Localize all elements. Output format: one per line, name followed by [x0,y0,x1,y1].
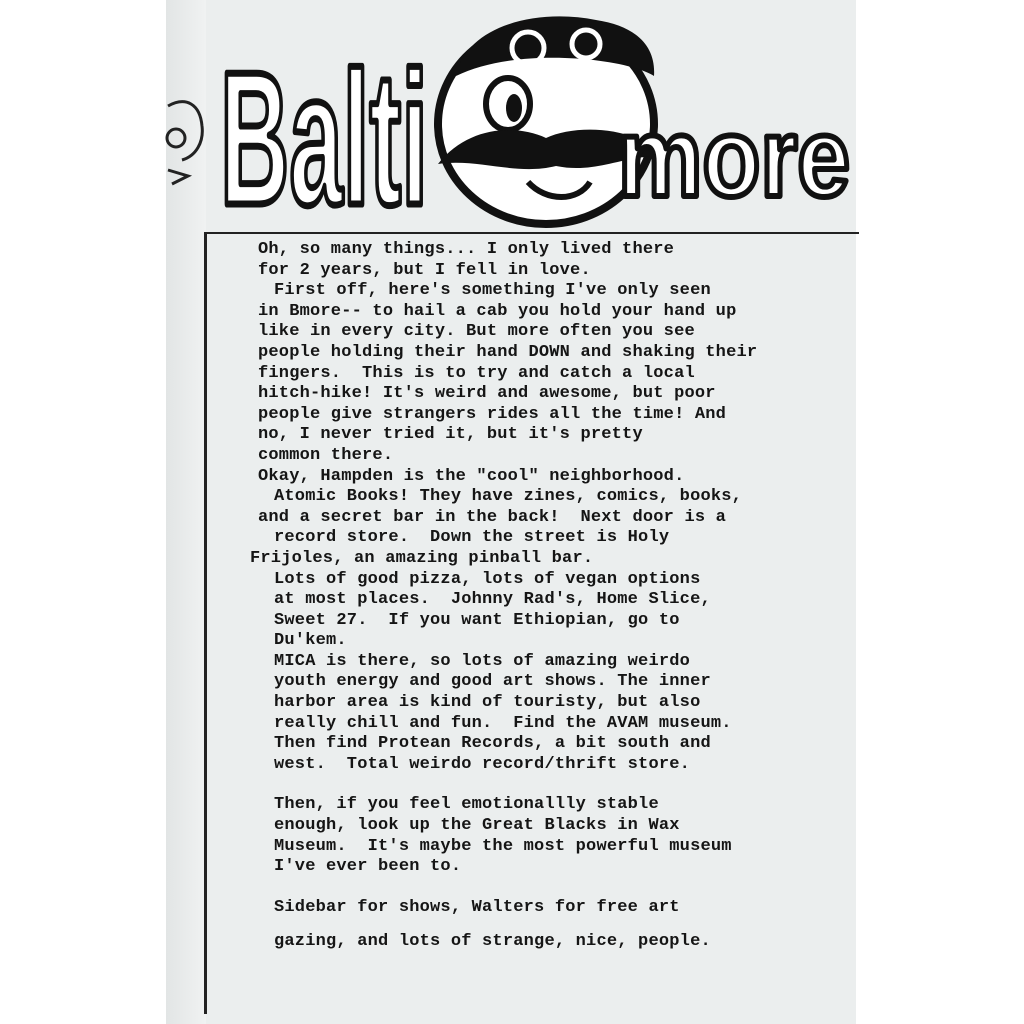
text-line: Okay, Hampden is the "cool" neighborhood. [258,466,685,486]
paragraph-hampden [238,467,838,570]
text-line: people give strangers rides all the time! And [258,404,727,424]
paragraph-hitchhike [238,281,838,466]
text-line: record store. Down the street is Holy [274,528,670,548]
text-line: no, I never tried it, but it's pretty [258,425,643,445]
text-line: Museum. It's maybe the most powerful museum [274,836,732,856]
text-line: at most places. Johnny Rad's, Home Slice, [274,590,711,610]
paragraph-wax-museum [238,795,838,877]
typed-text-body [238,240,838,953]
text-line: Then, if you feel emotionallly stable [274,795,659,815]
text-line: Du'kem. [274,631,347,651]
title-part1: Balti [220,33,428,245]
text-line: I've ever been to. [274,857,462,877]
text-line: Then find Protean Records, a bit south and [274,734,711,754]
text-line: Sweet 27. If you want Ethiopian, go to [274,610,680,630]
text-line: people holding their hand DOWN and shaking their [258,342,758,362]
text-line: Frijoles, an amazing pinball bar. [250,548,594,568]
text-line: enough, look up the Great Blacks in Wax [274,816,680,836]
paragraph-spacer [238,775,838,795]
line-spacer [238,918,838,932]
paragraph-mica [238,652,838,776]
text-line: Atomic Books! They have zines, comics, books, [274,487,743,507]
text-line: hitch-hike! It's weird and awesome, but poor [258,384,716,404]
text-line: Sidebar for shows, Walters for free art [274,897,680,917]
title-part2: more [618,95,850,220]
paragraph-spacer [238,878,838,898]
text-line: fingers. This is to try and catch a local [258,363,695,383]
text-line: common there. [258,445,394,465]
text-line: MICA is there, so lots of amazing weirdo [274,651,691,671]
paragraph-pizza [238,570,838,652]
paragraph-sidebar [238,898,838,953]
fold-doodle-icon [166,96,206,192]
text-line: in Bmore-- to hail a cab you hold your hand up [258,301,737,321]
text-line: really chill and fun. Find the AVAM museum. [274,713,732,733]
text-line: like in every city. But more often you see [258,322,695,342]
text-line: harbor area is kind of touristy, but also [274,693,701,713]
text-line: youth energy and good art shows. The inner [274,672,711,692]
text-line: west. Total weirdo record/thrift store. [274,754,691,774]
text-line: gazing, and lots of strange, nice, people. [274,932,711,952]
paragraph-intro [238,240,838,281]
text-line: and a secret bar in the back! Next door is a [258,507,727,527]
text-line: for 2 years, but I fell in love. [258,260,591,280]
title-balti [220,33,428,245]
text-line: First off, here's something I've only seen [274,281,711,301]
text-line: Lots of good pizza, lots of vegan options [274,569,701,589]
title-more [618,95,850,220]
text-line: Oh, so many things... I only lived there [258,240,675,259]
baltimore-title-art [216,6,856,245]
